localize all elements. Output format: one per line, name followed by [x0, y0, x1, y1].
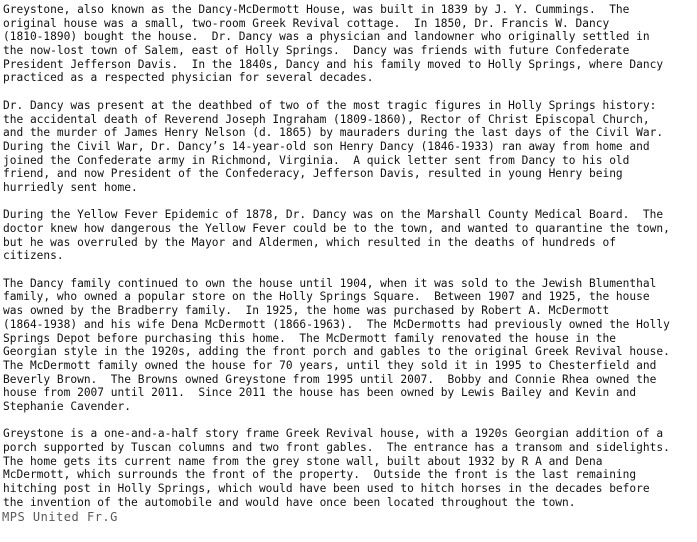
paragraph — [3, 3, 695, 85]
text-line: friend, and now President of the Confederacy, Jefferson Davis, resulted in young Henry being — [3, 167, 623, 181]
text-line: porch supported by Tuscan columns and two front gables. The entrance has a transom and sidelights. — [3, 441, 670, 454]
text-line: Georgian style in the 1920s, adding the front porch and gables to the original Greek Revival house. — [3, 345, 670, 359]
text-line: the now-lost town of Salem, east of Holly Springs. Dancy was friends with future Confederate — [3, 44, 630, 58]
text-line: doctor knew how dangerous the Yellow Fever could be to the town, and wanted to quarantine the town, — [3, 222, 670, 235]
text-line: practiced as a respected physician for several decades. — [3, 71, 374, 85]
text-line: The McDermott family owned the house for 70 years, until they sold it in 1995 to Chesterfield and — [3, 358, 657, 372]
text-line: but he was overruled by the Mayor and Aldermen, which resulted in the deaths of hundreds of — [3, 235, 616, 249]
text-line: the invention of the automobile and would have once been located throughout the town. — [3, 495, 576, 509]
paragraph — [3, 427, 695, 509]
watermark-overlay: MPS United Fr.G — [2, 510, 118, 524]
text-line: Springs Depot before purchasing this home. The McDermott family renovated the house in the — [3, 331, 616, 345]
text-line: Greystone, also known as the Dancy-McDermott House, was built in 1839 by J. Y. Cummings. The — [3, 3, 630, 16]
document-body — [3, 3, 695, 523]
text-line: joined the Confederate army in Richmond, Virginia. A quick letter sent from Dancy to his old — [3, 153, 630, 167]
text-line: Beverly Brown. The Browns owned Greystone from 1995 until 2007. Bobby and Connie Rhea owned the — [3, 372, 657, 386]
text-line: (1864-1938) and his wife Dena McDermott (1866-1963). The McDermotts had previously owned the Holly — [3, 317, 670, 331]
text-line: family, who owned a popular store on the Holly Springs Square. Between 1907 and 1925, the house — [3, 290, 650, 304]
paragraph — [3, 99, 695, 195]
text-line: was owned by the Bradberry family. In 1925, the home was purchased by Robert A. McDermott — [3, 304, 610, 318]
text-line: and the murder of James Henry Nelson (d. 1865) by mauraders during the last days of the Civil War. — [3, 126, 664, 140]
text-line: McDermott, which surrounds the front of the property. Outside the front is the last remaining — [3, 468, 637, 482]
text-line: During the Civil War, Dr. Dancy’s 14-year-old son Henry Dancy (1846-1933) ran away from home and — [3, 139, 650, 153]
text-line: Stephanie Cavender. — [3, 399, 131, 413]
text-line: hurriedly sent home. — [3, 180, 138, 194]
text-line: the accidental death of Reverend Joseph Ingraham (1809-1860), Rector of Christ Episcopal Church, — [3, 112, 650, 126]
text-line: (1810-1890) bought the house. Dr. Dancy was a physician and landowner who originally settled in — [3, 30, 650, 44]
text-line: President Jefferson Davis. In the 1840s, Dancy and his family moved to Holly Springs, where Dancy — [3, 57, 664, 71]
paragraph — [3, 208, 695, 263]
text-line: Dr. Dancy was present at the deathbed of two of the most tragic figures in Holly Springs history: — [3, 98, 657, 112]
text-line: The Dancy family continued to own the house until 1904, when it was sold to the Jewish Blumenthal — [3, 276, 657, 290]
text-line: Greystone is a one-and-a-half story frame Greek Revival house, with a 1920s Georgian addition of a — [3, 427, 664, 441]
text-line: The home gets its current name from the grey stone wall, built about 1932 by R A and Dena — [3, 454, 603, 468]
text-line: citizens. — [3, 249, 64, 263]
text-line: original house was a small, two-room Greek Revival cottage. In 1850, Dr. Francis W. Dancy — [3, 16, 610, 30]
text-line: hitching post in Holly Springs, which would have been used to hitch horses in the decades before — [3, 482, 650, 496]
text-line: house from 2007 until 2011. Since 2011 the house has been owned by Lewis Bailey and Kevin and — [3, 386, 637, 400]
text-line: During the Yellow Fever Epidemic of 1878, Dr. Dancy was on the Marshall County Medical Board. The — [3, 208, 664, 222]
paragraph — [3, 277, 695, 414]
